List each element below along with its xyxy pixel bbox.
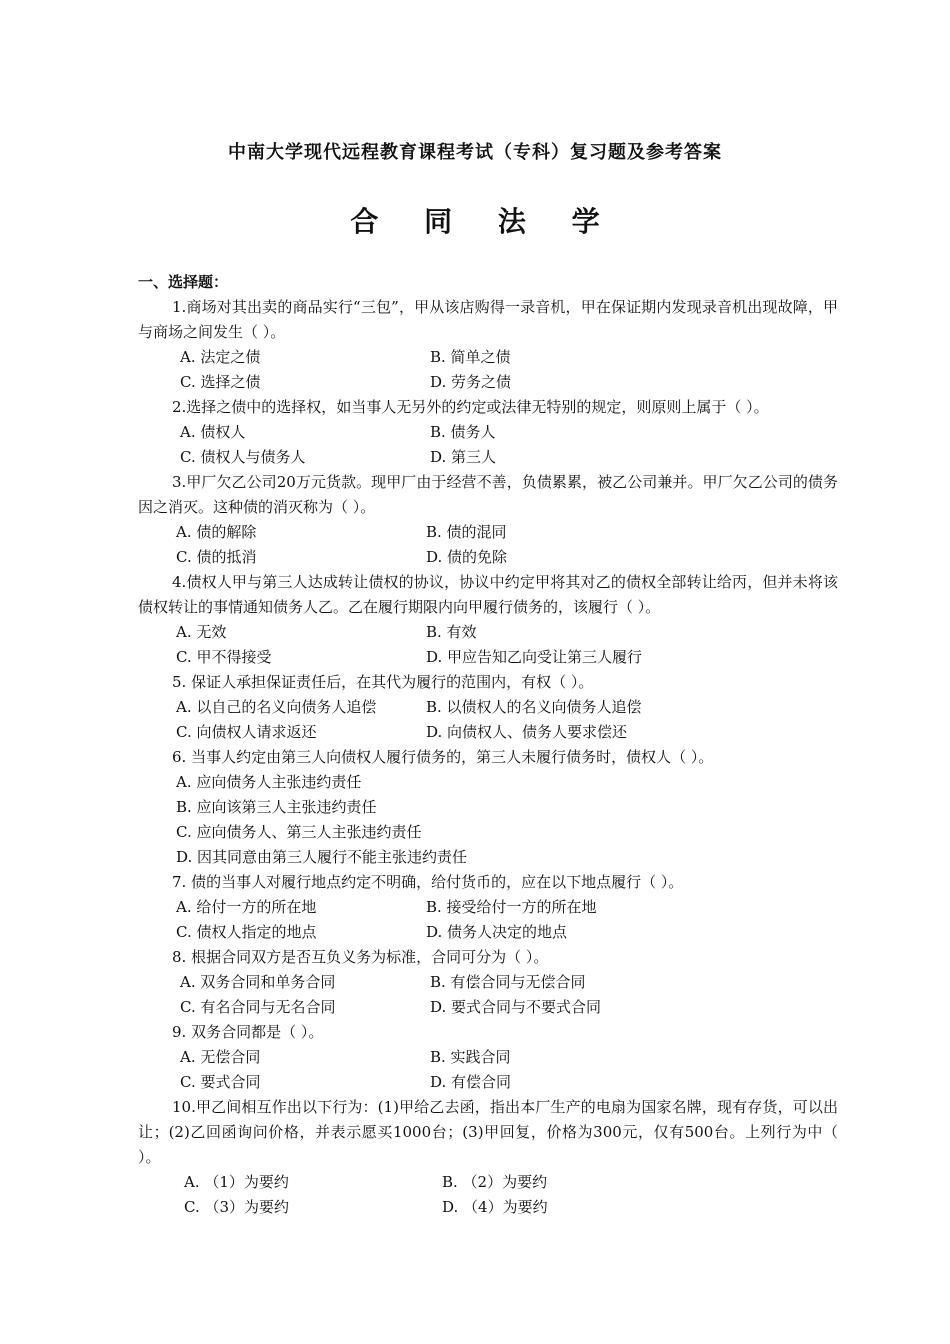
option-d: D. 有偿合同 (430, 1073, 512, 1091)
option-c: C. 有名合同与无名合同 (180, 998, 336, 1016)
option-a: A. 法定之债 (180, 348, 261, 366)
document-header: 中南大学现代远程教育课程考试（专科）复习题及参考答案 (228, 142, 722, 163)
option-d: D. 劳务之债 (430, 373, 512, 391)
option-d: D. 债务人决定的地点 (426, 923, 568, 941)
option-b: B. （2）为要约 (442, 1173, 548, 1191)
question-4-options (138, 620, 838, 670)
option-d: D. 债的免除 (426, 548, 508, 566)
section-heading: 一、选择题： (138, 273, 229, 291)
question-3-options (138, 520, 838, 570)
option-c: C. 甲不得接受 (176, 648, 272, 666)
option-d: D. 向债权人、债务人要求偿还 (426, 723, 628, 741)
question-2-options (138, 420, 838, 470)
option-d: D. 因其同意由第三人履行不能主张违约责任 (176, 848, 468, 866)
question-10: 10.甲乙间相互作出以下行为：(1)甲给乙去函，指出本厂生产的电扇为国家名牌，现有存货，可以出让；(2)乙回函询问价格，并表示愿买1000台；(3)甲回复，价格为300元，仅有500台。上列行为中（ ）。 (138, 1098, 838, 1166)
question-section (138, 270, 838, 1220)
option-c: C. 要式合同 (180, 1073, 261, 1091)
option-a: A. 双务合同和单务合同 (180, 973, 336, 991)
option-b: B. 债的混同 (426, 523, 507, 541)
question-7-options (138, 895, 838, 945)
option-c: C. 向债权人请求返还 (176, 723, 317, 741)
option-b: B. 应向该第三人主张违约责任 (176, 798, 377, 816)
option-a: A. 应向债务人主张违约责任 (176, 773, 362, 791)
option-b: B. 简单之债 (430, 348, 511, 366)
document-title: 合 同 法 学 (350, 205, 618, 238)
option-d: D. 甲应告知乙向受让第三人履行 (426, 648, 643, 666)
option-b: B. 实践合同 (430, 1048, 511, 1066)
option-a: A. 债权人 (180, 423, 246, 441)
option-a: A. 债的解除 (176, 523, 257, 541)
option-c: C. 应向债务人、第三人主张违约责任 (176, 823, 422, 841)
question-6-options (138, 770, 838, 870)
option-c: C. 债权人与债务人 (180, 448, 306, 466)
question-7: 7. 债的当事人对履行地点约定不明确，给付货币的，应在以下地点履行（ ）。 (172, 873, 684, 891)
option-b: B. 以债权人的名义向债务人追偿 (426, 698, 642, 716)
option-a: A. 无偿合同 (180, 1048, 261, 1066)
question-1: 1.商场对其出卖的商品实行“三包”，甲从该店购得一录音机，甲在保证期内发现录音机出现故障，甲与商场之间发生（ ）。 (138, 298, 838, 341)
option-a: A. 给付一方的所在地 (176, 898, 317, 916)
question-10-options (138, 1170, 838, 1220)
option-b: B. 有效 (426, 623, 477, 641)
option-c: C. 选择之债 (180, 373, 261, 391)
option-d: D. （4）为要约 (442, 1198, 548, 1216)
question-8-options (138, 970, 838, 1020)
option-a: A. 以自己的名义向债务人追偿 (176, 698, 377, 716)
question-9: 9. 双务合同都是（ ）。 (172, 1023, 324, 1041)
question-8: 8. 根据合同双方是否互负义务为标准，合同可分为（ ）。 (172, 948, 549, 966)
option-c: C. 债权人指定的地点 (176, 923, 317, 941)
option-c: C. （3）为要约 (184, 1198, 290, 1216)
option-d: D. 第三人 (430, 448, 497, 466)
question-2: 2.选择之债中的选择权，如当事人无另外的约定或法律无特别的规定，则原则上属于（ ）。 (172, 398, 769, 416)
question-5-options (138, 695, 838, 745)
option-c: C. 债的抵消 (176, 548, 257, 566)
question-3: 3.甲厂欠乙公司20万元货款。现甲厂由于经营不善，负债累累，被乙公司兼并。甲厂欠乙公司的债务因之消灭。这种债的消灭称为（ ）。 (138, 473, 838, 516)
option-a: A. 无效 (176, 623, 227, 641)
option-b: B. 债务人 (430, 423, 496, 441)
question-5: 5. 保证人承担保证责任后，在其代为履行的范围内，有权（ ）。 (172, 673, 594, 691)
option-d: D. 要式合同与不要式合同 (430, 998, 602, 1016)
question-1-options (138, 345, 838, 395)
option-a: A. （1）为要约 (184, 1173, 289, 1191)
option-b: B. 接受给付一方的所在地 (426, 898, 597, 916)
question-9-options (138, 1045, 838, 1095)
option-b: B. 有偿合同与无偿合同 (430, 973, 586, 991)
question-4: 4.债权人甲与第三人达成转让债权的协议，协议中约定甲将其对乙的债权全部转让给丙，但并未将该债权转让的事情通知债务人乙。乙在履行期限内向甲履行债务的，该履行（ ）。 (138, 573, 838, 616)
question-6: 6. 当事人约定由第三人向债权人履行债务的，第三人未履行债务时，债权人（ ）。 (172, 748, 714, 766)
